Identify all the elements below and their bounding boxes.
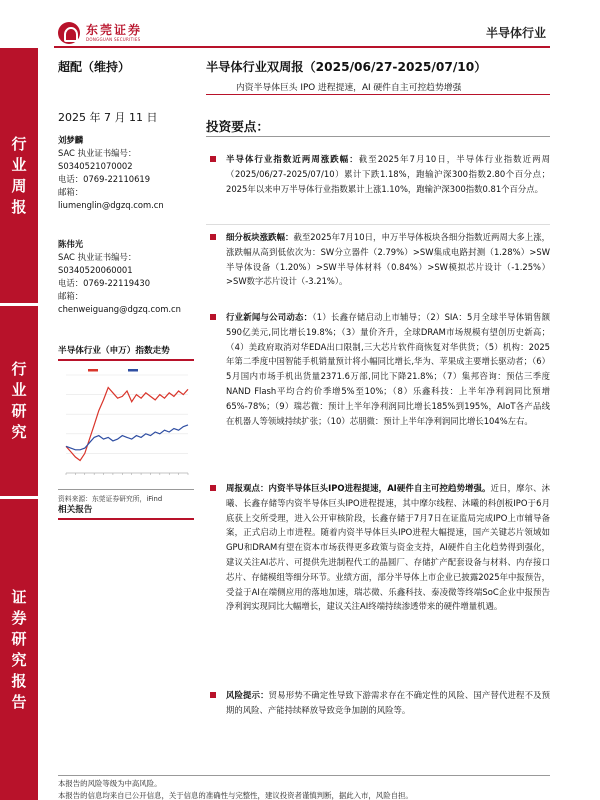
logo-icon bbox=[58, 22, 80, 44]
bullet-square-icon bbox=[210, 234, 216, 240]
analyst-card bbox=[58, 238, 181, 316]
key-points-divider bbox=[206, 136, 550, 137]
bullet-weekly-view bbox=[206, 481, 550, 614]
bullet-text: （1）长鑫存储启动上市辅导；（2）SIA：5月全球半导体销售额590亿美元,同比增长19.8%；（3）量价齐升，全球DRAM市场规模有望创历史新高；（4）美政府取消对华EDA出口限制,三大芯片软件商恢复对华供货；（5）机构：2025年第二季度中国智能手机销量预计将小幅同比增长,华为、苹果成主要增长驱动者；（6）5月国内市场手机出货量2371.6万部,同比下降21.8%；（7）集邦咨询：预估三季度NAND Flash平均合约价季增5%至10%；（8）乐鑫科技：上半年净利润同比预增65%-78%；（9）瑞芯微：预计上半年净利润同比增长185%到195%，AIoT各产品线在机器人等领域持续扩张；（10）芯朋微：预计上半年净利润同比增长104%左右。 bbox=[226, 312, 551, 426]
bullet-square-icon bbox=[210, 314, 216, 320]
header-divider bbox=[54, 46, 550, 48]
sac-number: S0340521070002 bbox=[58, 161, 133, 171]
bullet-news bbox=[206, 310, 550, 428]
analyst-name: 刘梦麟 bbox=[58, 135, 84, 145]
bullet-lead: 细分板块涨跌幅： bbox=[226, 232, 294, 242]
footer-risk-level: 本报告的风险等级为中高风险。 bbox=[58, 779, 162, 788]
sac-label: SAC 执业证书编号： bbox=[58, 148, 137, 158]
analyst-email[interactable]: liumenglin@dgzq.com.cn bbox=[58, 200, 164, 210]
bullet-text: 近日，摩尔、沐曦、长鑫存储等内资半导体巨头IPO进程提速，其中摩尔线程、沐曦的科创板IPO于6月底获上交所受理，进入公开审核阶段，长鑫存储于7月7日在证监局完成IPO上市辅导备案，正式启动上市进程。随着内资半导体巨头IPO进程大幅提速，国产关键芯片领域如GPU和DRAM有望在资本市场获得更多政策与资金支持，AI硬件自主化趋势得到强化，建议关注AI芯片、可提供先进制程代工的晶圆厂、存储扩产配套设备与材料、内存接口芯片、存储模组等细分环节。业绩方面，部分半导体上市企业已披露2025年中报预告，受益于AI在端侧应用的落地加速，瑞芯微、乐鑫科技、泰凌微等终端SoC企业中报预告净利润实现同比大幅增长，建议关注AI终端持续渗透带来的硬件增量机遇。 bbox=[226, 483, 550, 612]
side-block-report: 证券研究报告 bbox=[0, 499, 38, 800]
title-divider bbox=[206, 94, 550, 95]
rating: 超配（维持） bbox=[58, 60, 131, 74]
bullet-lead: 行业新闻与公司动态： bbox=[226, 312, 313, 322]
report-subtitle: 内资半导体巨头 IPO 进程提速，AI 硬件自主可控趋势增强 bbox=[236, 83, 462, 93]
analyst-name: 陈伟光 bbox=[58, 239, 84, 249]
bullet-risk bbox=[206, 688, 550, 718]
side-block-research: 行业研究 bbox=[0, 306, 38, 496]
bullet-lead: 周报观点：内资半导体巨头IPO进程提速，AI硬件自主可控趋势增强。 bbox=[226, 483, 491, 493]
analyst-card bbox=[58, 134, 164, 212]
page-footer bbox=[58, 775, 550, 800]
bullet-subsector bbox=[206, 230, 550, 289]
logo-name-cn: 东莞证券 bbox=[86, 23, 143, 37]
bullet-square-icon bbox=[210, 692, 216, 698]
bullet-text: 截至2025年7月10日，申万半导体板块各细分指数近两周大多上涨，涨跌幅从高到低依次为：SW分立器件（2.79%）>SW集成电路封测（1.28%）>SW半导体设备（1.20%）>SW半导体材料（0.84%）>SW模拟芯片设计（-1.25%）>SW数字芯片设计（-3.21%）。 bbox=[226, 232, 550, 287]
company-logo bbox=[58, 22, 142, 44]
bullet-index-performance bbox=[206, 152, 550, 196]
analyst-email[interactable]: chenweiguang@dgzq.com.cn bbox=[58, 304, 181, 314]
industry-label: 半导体行业 bbox=[485, 26, 546, 40]
chart-source: 资料来源：东莞证券研究所，iFind bbox=[58, 489, 194, 503]
report-date: 2025 年 7 月 11 日 bbox=[58, 111, 158, 124]
bullet-lead: 风险提示： bbox=[226, 690, 269, 700]
bullet-text: 贸易形势不确定性导致下游需求存在不确定性的风险、国产替代进程不及预期的风险、产能持续释放导致竞争加剧的风险等。 bbox=[226, 690, 551, 715]
chart-plot bbox=[58, 367, 194, 487]
sac-number: S0340520060001 bbox=[58, 265, 133, 275]
index-chart bbox=[58, 344, 194, 503]
chart-series-hs300 bbox=[66, 425, 188, 450]
email-label: 邮箱： bbox=[58, 187, 84, 197]
related-reports-heading: 相关报告 bbox=[58, 503, 194, 520]
side-banner bbox=[0, 48, 38, 800]
key-points-heading: 投资要点： bbox=[206, 119, 269, 134]
bullet-divider bbox=[206, 224, 550, 225]
page-header bbox=[0, 0, 600, 48]
bullet-square-icon bbox=[210, 156, 216, 162]
bullet-text: 截至2025年7月10日，半导体行业指数近两周（2025/06/27-2025/07/10）累计下跌1.18%，跑输沪深300指数2.80个百分点；2025年以来申万半导体行业指数累计上涨1.10%，跑输沪深300指数0.81个百分点。 bbox=[226, 154, 550, 194]
chart-series-semiconductor bbox=[66, 388, 188, 461]
report-title: 半导体行业双周报（2025/06/27-2025/07/10） bbox=[206, 60, 487, 74]
chart-legend-swatch bbox=[128, 369, 138, 372]
side-block-weekly: 行业周报 bbox=[0, 48, 38, 303]
analyst-phone: 电话：0769-22110619 bbox=[58, 174, 151, 184]
chart-title: 半导体行业（申万）指数走势 bbox=[58, 344, 194, 361]
footer-disclaimer: 本报告的信息均来自已公开信息，关于信息的准确性与完整性，建议投资者谨慎判断，据此入市，风险自担。 bbox=[58, 791, 413, 800]
bullet-lead: 半导体行业指数近两周涨跌幅： bbox=[226, 154, 359, 164]
bullet-square-icon bbox=[210, 485, 216, 491]
logo-name-en: DONGGUAN SECURITIES bbox=[86, 37, 141, 42]
email-label: 邮箱： bbox=[58, 291, 84, 301]
sac-label: SAC 执业证书编号： bbox=[58, 252, 137, 262]
chart-legend-swatch bbox=[88, 369, 98, 372]
analyst-phone: 电话：0769-22119430 bbox=[58, 278, 151, 288]
